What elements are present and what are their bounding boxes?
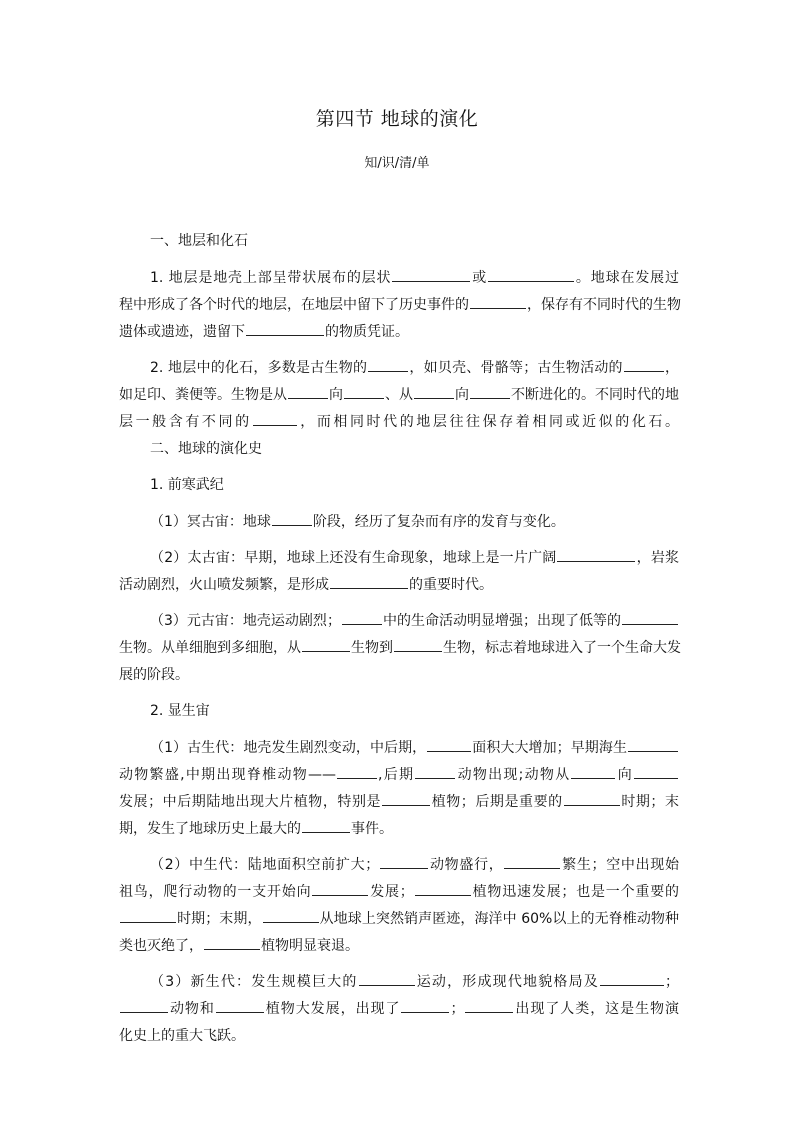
- text-segment: 的物质凭证。: [325, 324, 409, 340]
- text-segment: （2）中生代：陆地面积空前扩大；: [150, 857, 380, 873]
- text-line: [119, 791, 679, 811]
- text-segment: 动物盛行，: [429, 857, 504, 873]
- text-segment: ；: [450, 1001, 465, 1017]
- text-line: [119, 764, 679, 784]
- text-segment: ，而相同时代的地层往往保存着相同或近似的化石。: [297, 414, 680, 430]
- fill-in-blank: [564, 804, 620, 806]
- text-segment: （3）新生代：发生规模巨大的: [150, 974, 358, 990]
- fill-in-blank: [504, 867, 560, 869]
- fill-in-blank: [622, 623, 678, 625]
- fill-in-blank: [415, 777, 455, 779]
- text-segment: 遗体或遗迹，遗留下: [119, 324, 245, 340]
- text-line: [119, 998, 679, 1018]
- text-segment: 向: [329, 387, 343, 403]
- text-segment: 层一般含有不同的: [119, 414, 252, 430]
- text-segment: 发展；: [369, 884, 414, 900]
- text-segment: 1. 地层是地壳上部呈带状展布的层状: [150, 270, 392, 286]
- text-line: [150, 511, 679, 531]
- fill-in-blank: [571, 777, 615, 779]
- fill-in-blank: [302, 831, 350, 833]
- text-segment: 1. 前寒武纪: [150, 477, 224, 493]
- text-segment: 的重要时代。: [409, 577, 493, 593]
- text-segment: 不断进化的。不同时代的地: [511, 387, 679, 403]
- text-segment: 时期；末期，: [177, 911, 262, 927]
- fill-in-blank: [216, 1011, 264, 1013]
- fill-in-blank: [368, 370, 408, 372]
- fill-in-blank: [380, 867, 428, 869]
- text-line: [150, 700, 679, 720]
- text-segment: 类也灭绝了，: [119, 938, 203, 954]
- fill-in-blank: [600, 984, 664, 986]
- text-line: [119, 384, 679, 404]
- fill-in-blank: [337, 777, 377, 779]
- text-line: [119, 294, 679, 314]
- text-segment: （1）冥古宙：地球: [150, 514, 271, 530]
- fill-in-blank: [470, 307, 526, 309]
- text-segment: 程中形成了各个时代的地层，在地层中留下了历史事件的: [119, 297, 469, 313]
- fill-in-blank: [634, 777, 678, 779]
- fill-in-blank: [465, 1011, 513, 1013]
- fill-in-blank: [272, 524, 312, 526]
- text-line: [119, 818, 679, 838]
- text-segment: 二、地球的演化史: [150, 441, 262, 457]
- text-segment: 2. 地层中的化石，多数是古生物的: [150, 360, 368, 376]
- fill-in-blank: [246, 334, 324, 336]
- text-segment: （2）太古宙：早期，地球上还没有生命现象，地球上是一片广阔: [150, 550, 557, 566]
- text-segment: 化史上的重大飞跃。: [119, 1028, 245, 1044]
- text-segment: （1）古生代：地壳发生剧烈变动，中后期，: [150, 740, 427, 756]
- text-line: [150, 438, 679, 458]
- text-segment: 植物明显衰退。: [261, 938, 359, 954]
- text-segment: 一、地层和化石: [150, 233, 248, 249]
- fill-in-blank: [342, 623, 382, 625]
- fill-in-blank: [382, 804, 430, 806]
- text-segment: 事件。: [351, 821, 393, 837]
- fill-in-blank: [394, 650, 442, 652]
- page-title: 第四节 地球的演化: [315, 108, 479, 130]
- text-segment: ，岩浆: [636, 550, 680, 566]
- fill-in-blank: [488, 280, 574, 282]
- fill-in-blank: [330, 587, 408, 589]
- text-segment: ，保存有不同时代的生物: [527, 297, 681, 313]
- fill-in-blank: [401, 1011, 449, 1013]
- text-line: [150, 547, 679, 567]
- text-line: [119, 321, 679, 341]
- text-segment: 出现了人类，这是生物演: [514, 1001, 680, 1017]
- fill-in-blank: [628, 750, 678, 752]
- fill-in-blank: [302, 650, 350, 652]
- text-segment: 生物，标志着地球进入了一个生命大发: [443, 640, 681, 656]
- fill-in-blank: [557, 560, 635, 562]
- text-line: [150, 357, 679, 377]
- text-segment: 时期；末: [620, 794, 679, 810]
- text-segment: 发展；中后期陆地出现大片植物，特别是: [119, 794, 382, 810]
- page-subtitle: 知/识/清/单: [364, 156, 430, 171]
- text-segment: 从地球上突然销声匿迹，海洋中 60%以上的无脊椎动物种: [319, 911, 679, 927]
- text-line: [119, 664, 679, 684]
- text-segment: 植物；后期是重要的: [431, 794, 563, 810]
- text-line: [119, 908, 679, 928]
- fill-in-blank: [204, 948, 260, 950]
- fill-in-blank: [392, 280, 470, 282]
- fill-in-blank: [427, 750, 471, 752]
- text-segment: 或: [471, 270, 488, 286]
- text-line: [119, 574, 679, 594]
- text-segment: 植物迅速发展；也是一个重要的: [471, 884, 680, 900]
- text-segment: 生物到: [351, 640, 393, 656]
- fill-in-blank: [312, 894, 368, 896]
- fill-in-blank: [415, 894, 471, 896]
- text-line: [119, 881, 679, 901]
- text-segment: 向: [616, 767, 634, 783]
- text-segment: 期，发生了地球历史上最大的: [119, 821, 301, 837]
- text-segment: 动物出现;动物从: [456, 767, 571, 783]
- text-line: [150, 230, 679, 250]
- text-segment: 祖鸟，爬行动物的一支开始向: [119, 884, 312, 900]
- text-segment: 运动，形成现代地貌格局及: [415, 974, 599, 990]
- text-segment: ，如贝壳、骨骼等；古生物活动的: [409, 360, 623, 376]
- text-line: [150, 737, 679, 757]
- text-segment: 植物大发展，出现了: [264, 1001, 401, 1017]
- text-segment: ,后期: [378, 767, 415, 783]
- text-segment: （3）元古宙：地壳运动剧烈；: [150, 613, 341, 629]
- text-line: [119, 411, 679, 431]
- text-line: [150, 474, 679, 494]
- text-segment: 繁生；空中出现始: [561, 857, 679, 873]
- text-segment: 展的阶段。: [119, 667, 189, 683]
- text-segment: 活动剧烈，火山喷发频繁，是形成: [119, 577, 329, 593]
- fill-in-blank: [344, 397, 384, 399]
- fill-in-blank: [263, 921, 319, 923]
- text-segment: ，: [664, 360, 680, 376]
- text-segment: 阶段，经历了复杂而有序的发育与变化。: [312, 514, 565, 530]
- fill-in-blank: [253, 424, 297, 426]
- text-segment: 中的生命活动明显增强；出现了低等的: [382, 613, 621, 629]
- text-line: [150, 854, 679, 874]
- text-segment: 面积大大增加；早期海生: [472, 740, 628, 756]
- text-segment: ；: [665, 974, 679, 990]
- text-segment: 、从: [385, 387, 413, 403]
- text-line: [119, 935, 679, 955]
- text-segment: 。地球在发展过: [575, 270, 680, 286]
- text-segment: 生物。从单细胞到多细胞，从: [119, 640, 301, 656]
- fill-in-blank: [120, 1011, 168, 1013]
- text-line: [119, 1025, 679, 1045]
- text-segment: 动物繁盛,中期出现脊椎动物——: [119, 767, 337, 783]
- text-line: [150, 610, 679, 630]
- fill-in-blank: [470, 397, 510, 399]
- fill-in-blank: [120, 921, 176, 923]
- text-segment: 动物和: [169, 1001, 215, 1017]
- fill-in-blank: [624, 370, 664, 372]
- fill-in-blank: [359, 984, 415, 986]
- fill-in-blank: [414, 397, 454, 399]
- text-line: [150, 971, 679, 991]
- text-segment: 2. 显生宙: [150, 703, 210, 719]
- text-line: [150, 267, 679, 287]
- fill-in-blank: [288, 397, 328, 399]
- text-line: [119, 637, 679, 657]
- text-segment: 如足印、粪便等。生物是从: [119, 387, 287, 403]
- text-segment: 向: [455, 387, 469, 403]
